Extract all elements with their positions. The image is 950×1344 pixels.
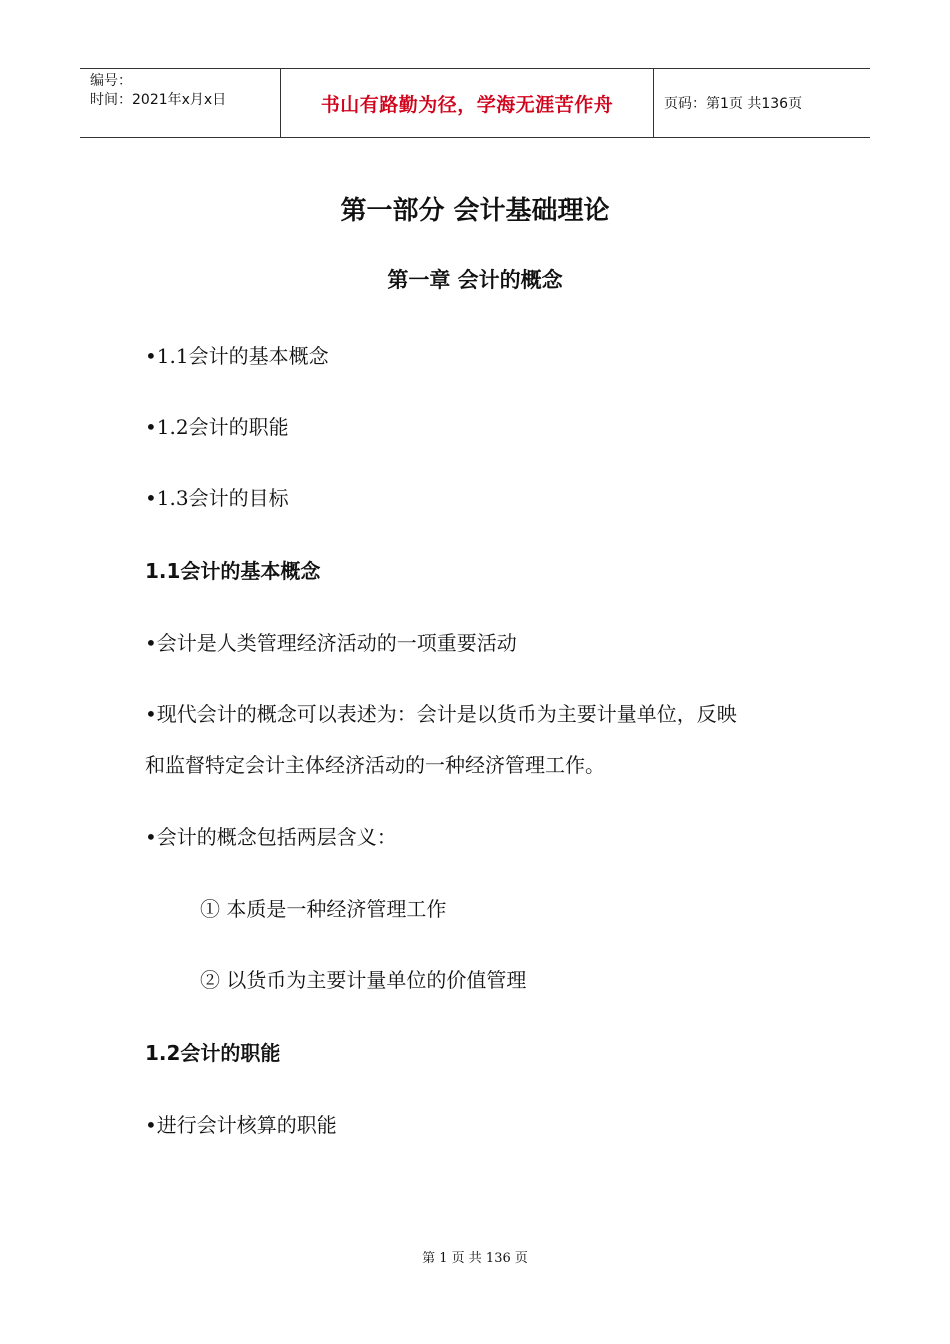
paragraph: •会计是人类管理经济活动的一项重要活动 [145, 631, 517, 655]
header-motto: 书山有路勤为径，学海无涯苦作舟 [320, 93, 614, 116]
list-item: ① 本质是一种经济管理工作 [200, 897, 447, 921]
page-footer: 第 1 页 共 136 页 [422, 1251, 528, 1266]
list-item: ② 以货币为主要计量单位的价值管理 [200, 968, 527, 992]
chapter-title: 第一章 会计的概念 [387, 268, 563, 292]
paragraph: •会计的概念包括两层含义： [145, 825, 397, 849]
paragraph: •现代会计的概念可以表述为：会计是以货币为主要计量单位，反映 [145, 702, 737, 726]
toc-item: •1.1会计的基本概念 [145, 344, 329, 368]
part-title: 第一部分 会计基础理论 [340, 196, 610, 226]
header-motto-cell [281, 69, 654, 137]
section-heading-1-1: 1.1会计的基本概念 [145, 559, 321, 583]
header-meta-cell [80, 69, 281, 137]
section-heading-1-2: 1.2会计的职能 [145, 1041, 281, 1065]
paragraph: •进行会计核算的职能 [145, 1113, 337, 1137]
toc-item: •1.2会计的职能 [145, 415, 289, 439]
toc-item: •1.3会计的目标 [145, 486, 289, 510]
header-page-info: 页码：第1页 共136页 [664, 96, 803, 112]
paragraph-continuation: 和监督特定会计主体经济活动的一种经济管理工作。 [145, 753, 605, 777]
page-header [80, 68, 870, 138]
number-label: 编号： [90, 73, 132, 89]
header-page-cell [654, 69, 870, 137]
time-label: 时间：2021年x月x日 [90, 92, 227, 108]
